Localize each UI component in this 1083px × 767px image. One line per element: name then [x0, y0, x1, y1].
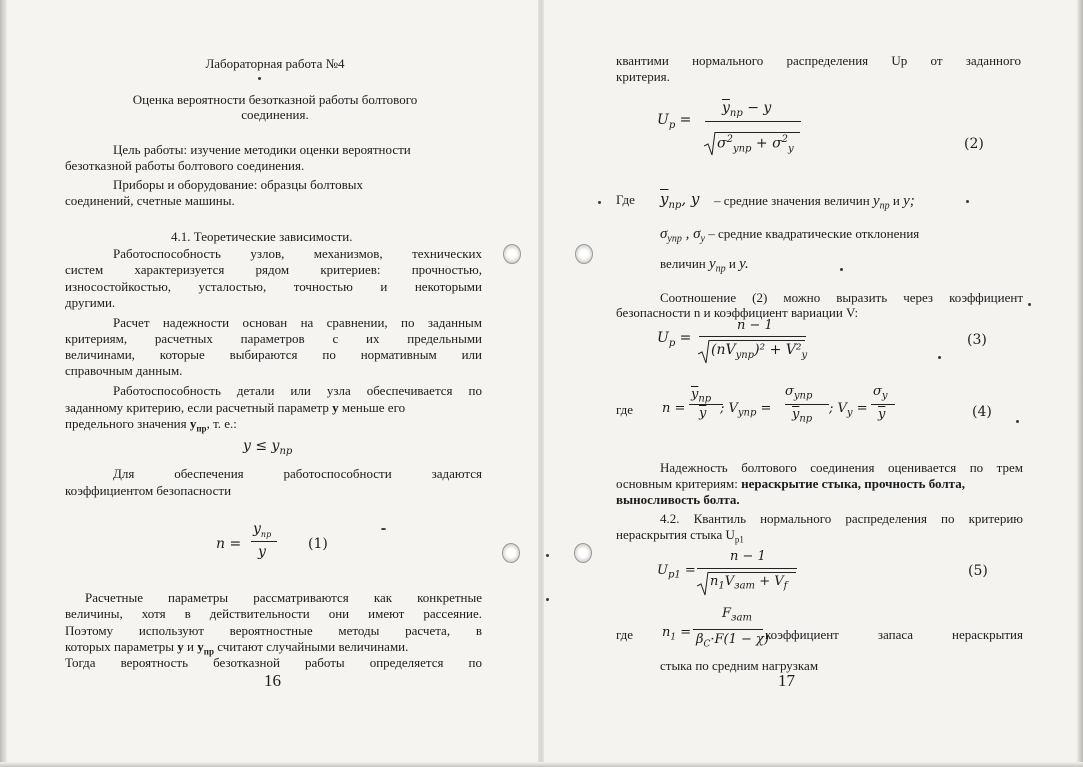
fraction-bar [689, 404, 723, 405]
eq2-denominator: $\sigma^2_{yпр} + \sigma^2_y$ [717, 134, 794, 155]
speck [840, 268, 843, 271]
paragraph-line: основным критериям: нераскрытие стыка, прочность болта, [616, 476, 965, 491]
fraction-bar [697, 568, 797, 569]
eq3-denominator: $(nV_{yпр})^2 + V^2_y$ [711, 342, 808, 361]
speck [966, 200, 969, 203]
section-heading: 4.2. Квантиль нормального распределения по критерию [660, 511, 1023, 526]
binding-hole [502, 543, 520, 563]
sqrt-bar [709, 340, 805, 341]
goal-text: безотказной работы болтового соединения. [65, 158, 305, 173]
speck [938, 356, 941, 359]
sqrt-sign [697, 572, 709, 596]
speck [546, 554, 549, 557]
scan-edge-bottom [0, 762, 1083, 767]
paragraph-line: величины, хотя в действительности они имеют рассеяние. [65, 606, 482, 621]
eq4-v2-denominator: $\overline{y}$ [878, 407, 886, 422]
inequality: $y \le y_{пр}$ [243, 438, 293, 457]
paragraph-line: износостойкостью, усталостью, точностью и некоторыми [65, 279, 482, 294]
fraction-bar [251, 541, 277, 542]
fraction-bar [785, 404, 829, 405]
eq4-n-numerator: $\overline{y}_{пр}$ [691, 387, 712, 405]
eq4-v1-numerator: $\sigma_{yпр}$ [785, 384, 813, 402]
where-symbols: $\overline{y}_{пр}$, y [660, 190, 700, 211]
speck [381, 528, 386, 530]
eq4-v2: ; $V_y$ = [829, 401, 868, 419]
paragraph-line: коэффициент запаса нераскрытия [765, 627, 1023, 642]
eq4-v1-denominator: $\overline{y}_{пр}$ [792, 407, 813, 425]
sqrt-bar [715, 132, 800, 133]
sqrt-sign [704, 132, 716, 156]
eq2-lhs: $U_p$ = [657, 112, 692, 131]
eq4-tag: (4) [972, 404, 992, 420]
devices-text: Приборы и оборудование: образцы болтовых [113, 177, 363, 192]
paragraph-line: справочным данным. [65, 363, 183, 378]
eq3-lhs: $U_p$ = [657, 330, 692, 349]
eq6-lhs: $n_1$ = [662, 625, 692, 643]
eq3-tag: (3) [967, 332, 987, 348]
paragraph-line: заданному критерию, если расчетный параметр у меньше его [65, 400, 406, 415]
paragraph-line: систем характеризуется рядом критериев: прочностью, [65, 262, 482, 277]
where-label: где [616, 627, 634, 642]
page-gutter [538, 0, 544, 767]
eq5-lhs: $U_{p1}$ = [657, 563, 696, 581]
paragraph-line: которых параметры у и $у_{пр}$ считают случайными величинами. [65, 639, 409, 657]
binding-hole [575, 244, 593, 264]
paragraph-line: Расчетные параметры рассматриваются как конкретные [85, 590, 482, 605]
where-label: где [616, 402, 634, 417]
where-text: $\sigma_{yпр}$ , $\sigma_y$ – средние квадратические отклонения [660, 226, 920, 245]
where-text: величин $y_{пр}$ и y. [660, 256, 749, 275]
subtitle: Оценка вероятности безотказной работы болтового [132, 92, 418, 107]
eq1-denominator: y [258, 544, 266, 560]
page-number: 16 [264, 671, 281, 690]
speck [1028, 303, 1031, 306]
page-number: 17 [778, 671, 795, 690]
eq6-numerator: $F_{зат}$ [722, 606, 752, 624]
section-heading: 4.1. Теоретические зависимости. [171, 229, 353, 244]
paragraph-line: Надежность болтового соединения оценивается по трем [660, 460, 1023, 475]
paragraph-line: величинами, которые выбираются по нормативным или [65, 347, 482, 362]
eq5-numerator: n − 1 [730, 549, 766, 564]
paragraph-line: стыка по средним нагрузкам [660, 658, 819, 673]
paragraph-line: критериям, расчетных параметров с их предельными [65, 331, 482, 346]
section-heading: нераскрытия стыка $U_{p1}$ [616, 527, 744, 545]
paragraph-line: критерия. [616, 69, 670, 84]
scan-edge-left [0, 0, 7, 767]
paragraph-line: выносливость болта. [616, 492, 740, 507]
paragraph-line: Для обеспечения работоспособности задаются [113, 466, 482, 481]
eq2-numerator: $\overline{y}_{пр} - y$ [722, 100, 772, 119]
eq4-n-denominator: $\overline{y}$ [699, 406, 707, 421]
paragraph-line: Работоспособность детали или узла обеспечивается по [113, 383, 482, 398]
eq1-numerator: $y_{пр}$ [253, 521, 272, 539]
eq4-v1: ; $V_{yпр}$ = [720, 401, 772, 419]
eq3-numerator: n − 1 [737, 318, 773, 333]
eq4-v2-numerator: $\sigma_y$ [873, 384, 888, 402]
eq5-tag: (5) [968, 563, 988, 579]
fraction-bar [705, 121, 801, 122]
paragraph-line: Соотношение (2) можно выразить через коэффициент [660, 290, 1023, 305]
paragraph-line: другими. [65, 295, 116, 310]
paragraph-line: Расчет надежности основан на сравнении, по заданным [113, 315, 482, 330]
scan-edge-right [1077, 0, 1083, 767]
subtitle: соединения. [241, 107, 309, 122]
eq1-lhs: n = [216, 536, 242, 552]
speck [1016, 420, 1019, 423]
fraction-bar [699, 336, 806, 337]
fraction-bar [693, 629, 763, 630]
goal-text: Цель работы: изучение методики оценки вероятности [113, 142, 411, 157]
lab-title: Лабораторная работа №4 [205, 56, 345, 71]
paragraph-line: предельного значения $у_{пр}$, т. е.: [65, 416, 237, 434]
paragraph-line: Работоспособность узлов, механизмов, технических [113, 246, 482, 261]
eq5-denominator: $n_1V_{зат} + V_f$ [710, 574, 788, 592]
paragraph-line: квантими нормального распределения Up от заданного [616, 53, 1021, 68]
where-label: Где [616, 192, 635, 207]
paragraph-line: безопасности n и коэффициент вариации V: [616, 305, 859, 320]
paragraph-line: Тогда вероятность безотказной работы определяется по [65, 655, 482, 670]
speck [598, 201, 601, 204]
paragraph-line: Поэтому используют вероятностные методы расчета, в [65, 623, 482, 638]
speck [258, 77, 261, 80]
fraction-bar [871, 404, 895, 405]
sqrt-sign [698, 340, 710, 364]
binding-hole [503, 244, 521, 264]
eq2-tag: (2) [964, 136, 984, 152]
eq4-n: n = [662, 401, 686, 416]
speck [546, 598, 549, 601]
sqrt-bar [708, 572, 796, 573]
eq6-denominator: $\beta_C\cdot F(1 - \chi)$ [696, 632, 770, 650]
eq1-tag: (1) [308, 536, 328, 552]
binding-hole [574, 543, 592, 563]
where-text: – средние значения величин $y_{пр}$ и y; [714, 193, 915, 212]
devices-text: соединений, счетные машины. [65, 193, 235, 208]
paragraph-line: коэффициентом безопасности [65, 483, 232, 498]
